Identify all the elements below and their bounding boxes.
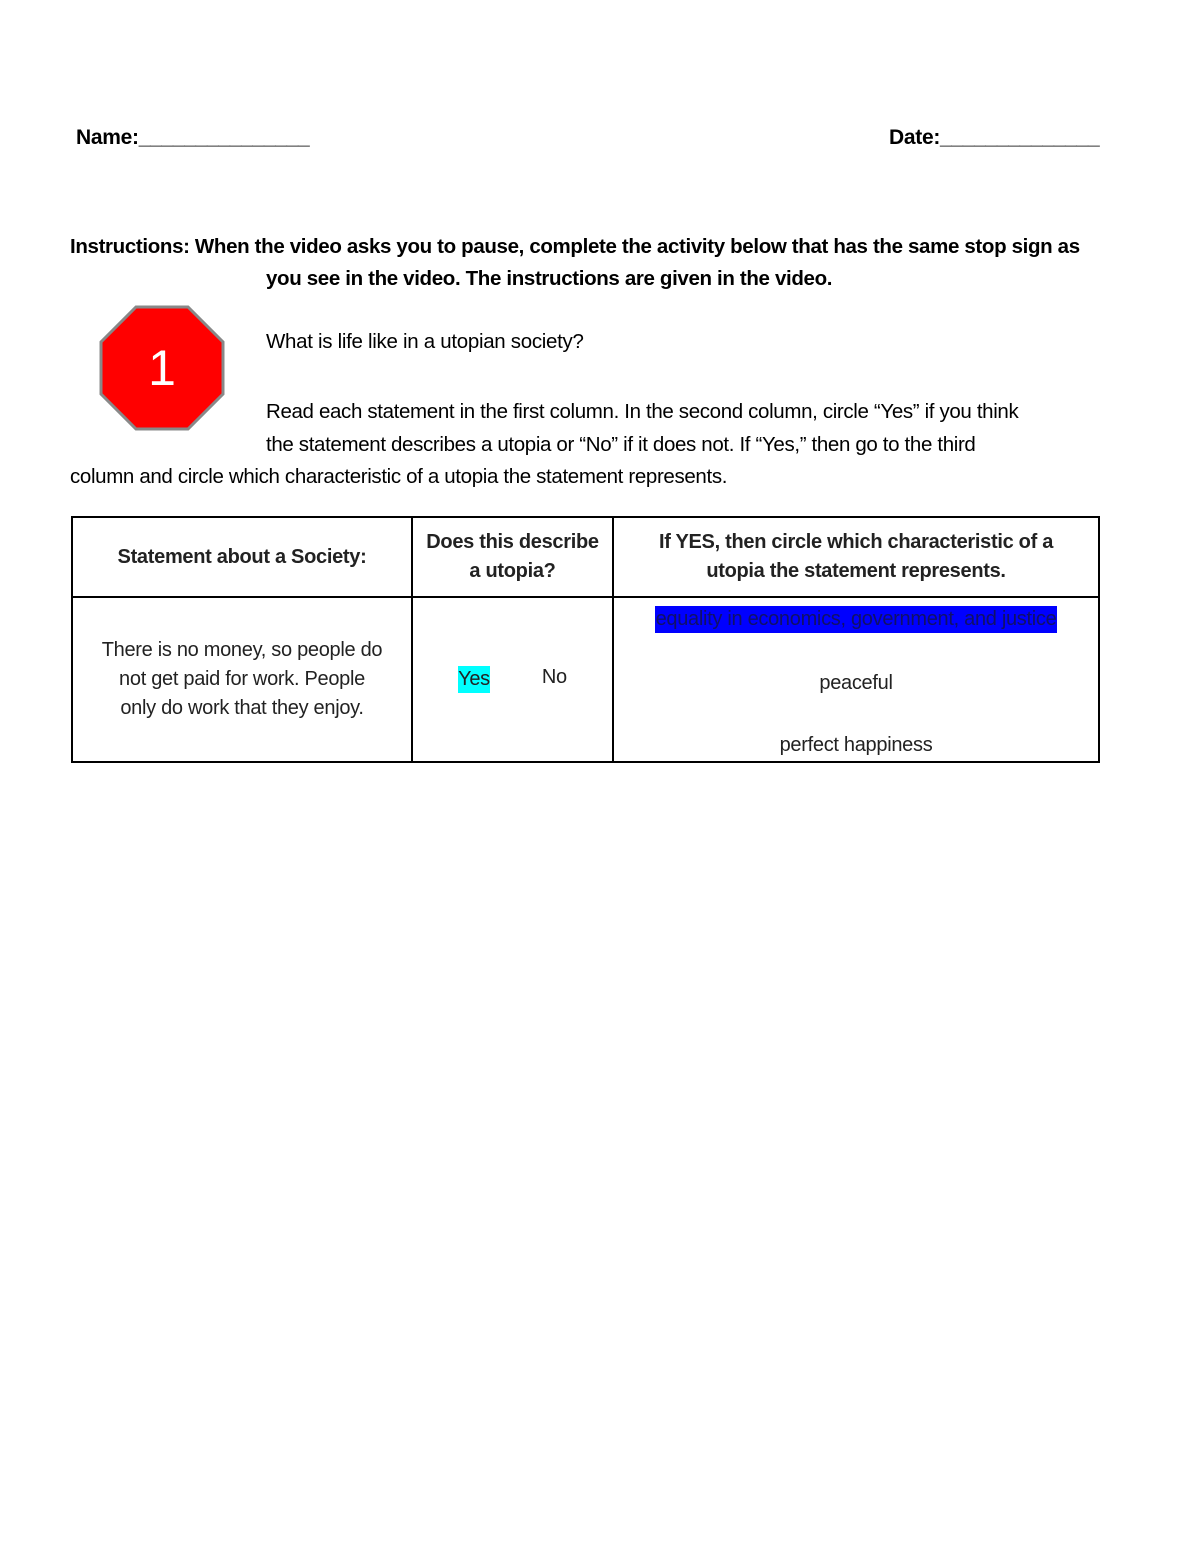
- yes-no-cell: [412, 597, 613, 762]
- activity-table: [71, 516, 1100, 763]
- stop-sign-number: 1: [148, 340, 176, 396]
- statement-line-1: There is no money, so people do: [101, 639, 383, 661]
- header-describe-line-1: Does this describe: [426, 531, 599, 553]
- statement-line-3: only do work that they enjoy.: [120, 697, 364, 719]
- statement-text: [73, 636, 411, 723]
- header-describe: [412, 517, 613, 597]
- date-field[interactable]: Date:______________: [889, 126, 1100, 149]
- instructions-line-1: Instructions: When the video asks you to pause, complete the activity below that has the same stop sign as: [70, 235, 1080, 258]
- yes-no-options: [413, 666, 612, 693]
- no-option[interactable]: No: [541, 666, 567, 688]
- header-characteristic-line-1: If YES, then circle which characteristic of a: [658, 531, 1054, 553]
- characteristic-option-equality[interactable]: equality in economics, government, and justice: [655, 606, 1058, 633]
- header-characteristic-line-2: utopia the statement represents.: [706, 560, 1006, 582]
- characteristic-option-happiness[interactable]: perfect happiness: [779, 734, 933, 756]
- header-statement-label: Statement about a Society:: [117, 545, 367, 568]
- table-header-row: [72, 517, 1099, 597]
- table-row: [72, 597, 1099, 762]
- characteristic-option-peaceful[interactable]: peaceful: [819, 672, 893, 694]
- header-characteristic: [613, 517, 1099, 597]
- directions-line-2: the statement describes a utopia or “No” if it does not. If “Yes,” then go to the third: [266, 432, 976, 456]
- characteristic-options: [614, 602, 1098, 757]
- header-describe-line-2: a utopia?: [469, 560, 556, 582]
- instructions-line-2: you see in the video. The instructions are given in the video.: [266, 267, 833, 290]
- instructions: [70, 231, 1130, 295]
- activity-question: What is life like in a utopian society?: [266, 330, 584, 353]
- name-field[interactable]: Name:_______________: [76, 126, 310, 149]
- characteristic-cell: [613, 597, 1099, 762]
- directions-line-1: Read each statement in the first column. In the second column, circle “Yes” if you think: [266, 400, 1019, 423]
- directions-line-3: column and circle which characteristic of a utopia the statement represents.: [70, 465, 728, 488]
- statement-line-2: not get paid for work. People: [119, 668, 365, 690]
- yes-option[interactable]: Yes: [458, 666, 490, 693]
- activity-directions: [70, 396, 1130, 494]
- statement-cell: [72, 597, 412, 762]
- header-statement: [72, 517, 412, 597]
